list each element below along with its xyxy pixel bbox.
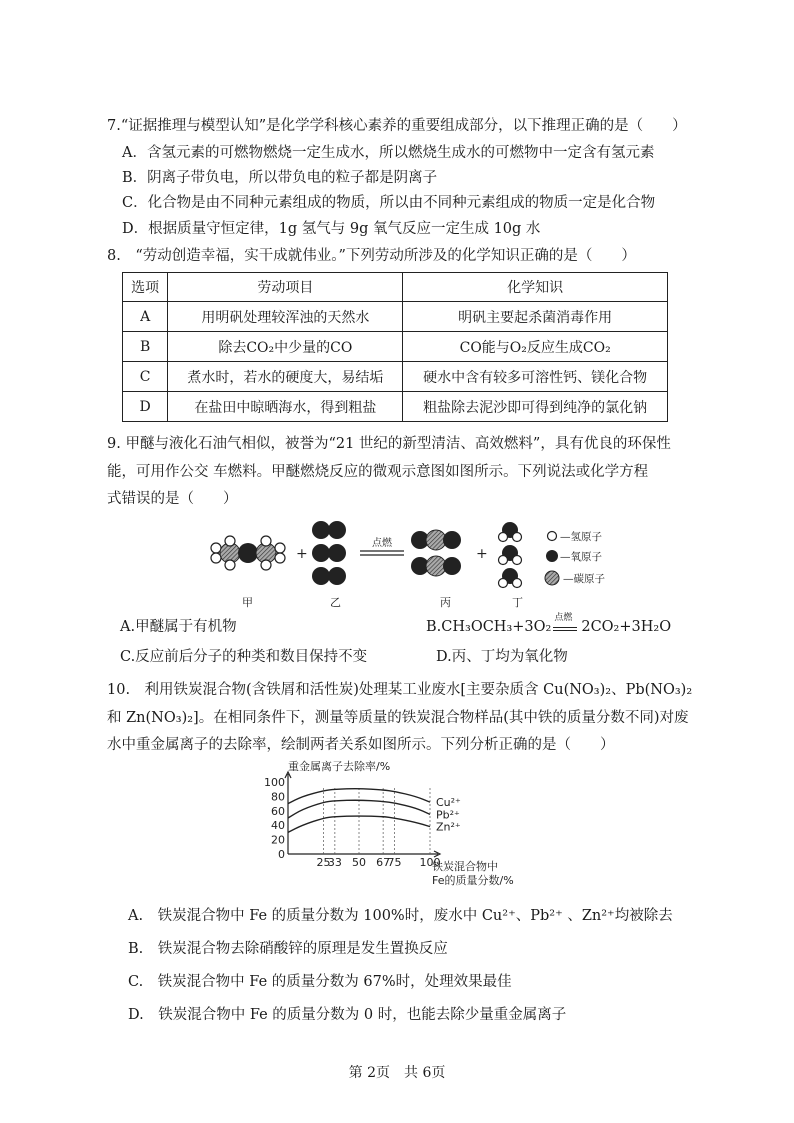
- table-cell: 在盐田中晾晒海水，得到粗盐: [168, 392, 403, 422]
- table-cell: 煮水时，若水的硬度大，易结垢: [168, 362, 403, 392]
- q7-stem: 7.“证据推理与模型认知”是化学学科核心素养的重要组成部分，以下推理正确的是（ ）: [107, 118, 687, 134]
- table-cell: 用明矾处理较浑浊的天然水: [168, 302, 403, 332]
- label-ding: 丁: [512, 596, 523, 609]
- q9-stem-line1: 9. 甲醚与液化石油气相似，被誉为“21 世纪的新型清洁、高效燃料”，具有优良的环保性: [107, 436, 671, 452]
- q10-stem-line2: 和 Zn(NO₃)₂]。在相同条件下，测量等质量的铁炭混合物样品(其中铁的质量分数不同)对废: [107, 710, 689, 726]
- q9-option-c: C.反应前后分子的种类和数目保持不变: [120, 649, 368, 665]
- legend-hydrogen: —氢原子: [560, 531, 602, 543]
- q10-option-d: D. 铁炭混合物中 Fe 的质量分数为 0 时，也能去除少量重金属离子: [128, 1007, 567, 1023]
- table-row: [123, 392, 668, 422]
- oxygen-atom-icon: [546, 550, 558, 562]
- molecule-dimethyl-ether: [211, 536, 285, 570]
- series-label: Zn²⁺: [436, 820, 461, 834]
- atom-legend: [545, 530, 605, 585]
- carbon-atom-icon: [545, 571, 559, 585]
- table-row: [123, 332, 668, 362]
- table-header-row: [123, 273, 668, 302]
- table-row: [123, 362, 668, 392]
- q9-option-b-equals: [553, 613, 579, 637]
- table-cell: 硬水中含有较多可溶性钙、镁化合物: [403, 362, 668, 392]
- table-cell: CO能与O₂反应生成CO₂: [403, 332, 668, 362]
- q9-stem-line3: 式错误的是（ ）: [107, 491, 238, 507]
- molecule-oxygen: [312, 521, 346, 585]
- x-tick-label: 25: [316, 856, 331, 869]
- y-tick-label: 40: [271, 819, 285, 833]
- x-tick-label: 50: [352, 856, 366, 869]
- q9-option-d: D.丙、丁均为氧化物: [436, 649, 568, 665]
- table-header-cell: 选项: [123, 273, 168, 302]
- q7-option-d: D．根据质量守恒定律，1g 氢气与 9g 氧气反应一定生成 10g 水: [122, 221, 541, 237]
- series-label: Cu²⁺: [436, 796, 461, 810]
- legend-oxygen: —氧原子: [560, 551, 602, 563]
- q10-stem-line1: 10. 利用铁炭混合物(含铁屑和活性炭)处理某工业废水[主要杂质含 Cu(NO₃)₂、Pb(NO₃)₂: [107, 682, 693, 698]
- svg-text:+: +: [296, 546, 308, 562]
- label-jia: 甲: [242, 596, 253, 609]
- q9-option-b-condition: 点燃: [554, 613, 573, 623]
- hydrogen-atom-icon: [548, 532, 557, 541]
- x-tick-label: 67: [376, 856, 391, 869]
- page-footer: 第 2页 共 6页: [348, 1065, 446, 1081]
- y-tick-label: 80: [271, 790, 285, 804]
- q7-option-c: C．化合物是由不同种元素组成的物质，所以由不同种元素组成的物质一定是化合物: [122, 195, 656, 211]
- y-tick-label: 0: [278, 848, 285, 861]
- table-header-cell: 劳动项目: [168, 273, 403, 302]
- q10-option-a: A. 铁炭混合物中 Fe 的质量分数为 100%时，废水中 Cu²⁺、Pb²⁺ 、Zn²⁺均被除去: [128, 908, 673, 924]
- chart-ylabel: 重金属离子去除率/%: [288, 760, 391, 773]
- table-header-cell: 化学知识: [403, 273, 668, 302]
- table-cell: D: [123, 392, 168, 422]
- table-row: [123, 302, 668, 332]
- q9-option-b: [426, 613, 672, 637]
- reaction-condition-label: 点燃: [372, 538, 392, 549]
- x-tick-label: 75: [387, 856, 402, 869]
- molecule-carbon-dioxide: [411, 530, 461, 576]
- q9-option-b-products: 2CO₂+3H₂O: [581, 619, 672, 635]
- q8-table: [122, 272, 668, 422]
- table-cell: A: [123, 302, 168, 332]
- q10-option-b: B. 铁炭混合物去除硝酸锌的原理是发生置换反应: [128, 941, 448, 957]
- table-cell: C: [123, 362, 168, 392]
- q9-option-a: A.甲醚属于有机物: [120, 619, 237, 635]
- y-tick-label: 100: [264, 776, 285, 789]
- x-tick-label: 33: [327, 856, 342, 869]
- molecule-water: [499, 522, 522, 588]
- y-tick-label: 60: [271, 804, 285, 818]
- q7-option-a: A．含氢元素的可燃物燃烧一定生成水，所以燃烧生成水的可燃物中一定含有氢元素: [122, 145, 655, 161]
- table-cell: B: [123, 332, 168, 362]
- legend-carbon: —碳原子: [563, 573, 605, 585]
- chart-xlabel-line1: 铁炭混合物中: [432, 860, 498, 873]
- removal-rate-chart: [260, 758, 540, 888]
- q9-stem-line2: 能，可用作公交 车燃料。甲醚燃烧反应的微观示意图如图所示。下列说法或化学方程: [107, 464, 649, 480]
- table-cell: 粗盐除去泥沙即可得到纯净的氯化钠: [403, 392, 668, 422]
- reaction-diagram: [200, 518, 650, 608]
- svg-text:+: +: [476, 546, 488, 562]
- q10-option-c: C. 铁炭混合物中 Fe 的质量分数为 67%时，处理效果最佳: [128, 974, 512, 990]
- q7-option-b: B．阴离子带负电，所以带负电的粒子都是阴离子: [122, 170, 438, 186]
- table-cell: 明矾主要起杀菌消毒作用: [403, 302, 668, 332]
- series-label: Pb²⁺: [436, 808, 460, 822]
- chart-xlabel-line2: Fe的质量分数/%: [432, 874, 514, 887]
- q10-stem-line3: 水中重金属离子的去除率，绘制两者关系如图所示。下列分析正确的是（ ）: [107, 737, 615, 753]
- y-tick-label: 20: [271, 833, 285, 847]
- q8-stem: 8. “劳动创造幸福，实干成就伟业。”下列劳动所涉及的化学知识正确的是（ ）: [107, 248, 636, 264]
- x-tick-label: 100: [419, 856, 441, 869]
- label-bing: 丙: [440, 596, 451, 609]
- label-yi: 乙: [330, 596, 341, 609]
- table-cell: 除去CO₂中少量的CO: [168, 332, 403, 362]
- q9-option-b-reactants: B.CH₃OCH₃+3O₂: [426, 619, 552, 635]
